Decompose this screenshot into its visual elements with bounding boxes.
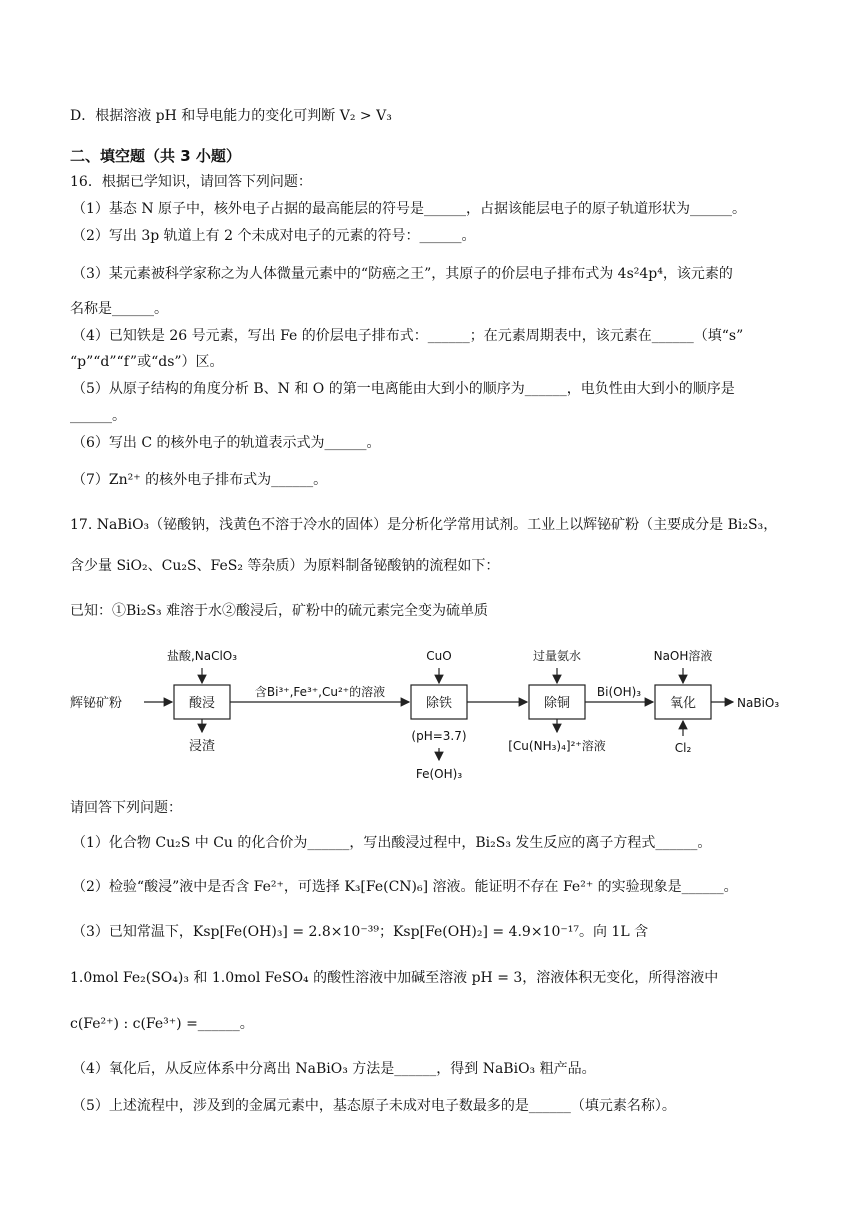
q16-part3b: 名称是______。 [70,301,168,317]
q16-part2: （2）写出 3p 轨道上有 2 个未成对电子的元素的符号：______。 [72,228,476,244]
flow-end: NaBiO₃ [737,696,780,710]
flow-box4-label: 氧化 [669,696,697,711]
flow-box3-reagent: 过量氨水 [532,649,582,663]
q16-part1: （1）基态 N 原子中，核外电子占据的最高能层的符号是______，占据该能层电子的原子轨道形状为______。 [72,201,747,217]
q17-part1: （1）化合物 Cu₂S 中 Cu 的化合价为______，写出酸浸过程中，Bi₂S₃ 发生反应的离子方程式______。 [72,835,712,851]
flow-box4-cl2: Cl₂ [674,741,692,755]
process-flowchart [70,640,790,790]
flow-box2-ph: (pH=3.7) [411,729,467,743]
flow-arrow3-label: Bi(OH)₃ [596,685,642,699]
flow-box1-residue: 浸渣 [188,739,216,754]
q17-known: 已知：①Bi₂S₃ 难溶于水②酸浸后，矿粉中的硫元素完全变为硫单质 [70,603,489,619]
q17-part5: （5）上述流程中，涉及到的金属元素中，基态原子未成对电子数最多的是______（填元素名称）。 [72,1098,676,1114]
q16-part5b: ______。 [70,408,126,424]
flow-box2-label: 除铁 [425,696,453,711]
q16-part4a: （4）已知铁是 26 号元素，写出 Fe 的价层电子排布式：______；在元素周期表中，该元素在______（填“s” [72,328,744,344]
q16-part5a: （5）从原子结构的角度分析 B、N 和 O 的第一电离能由大到小的顺序为______，电负性由大到小的顺序是 [72,381,735,397]
q16-part3a: （3）某元素被科学家称之为人体微量元素中的“防癌之王”，其原子的价层电子排布式为 4s²4p⁴，该元素的 [72,266,733,282]
flow-box1-reagent: 盐酸,NaClO₃ [166,649,238,663]
q17-ask: 请回答下列问题： [70,800,182,816]
q16-part6: （6）写出 C 的核外电子的轨道表示式为______。 [72,435,381,451]
flow-box2-residue: Fe(OH)₃ [415,767,463,781]
q17-part4: （4）氧化后，从反应体系中分离出 NaBiO₃ 方法是______，得到 NaBiO₃ 粗产品。 [72,1061,596,1077]
q17-part3b: 1.0mol Fe₂(SO₄)₃ 和 1.0mol FeSO₄ 的酸性溶液中加碱至溶液 pH = 3，溶液体积无变化，所得溶液中 [70,970,719,986]
q17-part2: （2）检验“酸浸”液中是否含 Fe²⁺，可选择 K₃[Fe(CN)₆] 溶液。能证明不存在 Fe²⁺ 的实验现象是______。 [72,879,738,895]
section-title: 二、填空题（共 3 小题） [70,147,241,165]
q16-part4b: “p”“d”“f”或“ds”）区。 [70,354,224,370]
flow-box2-reagent: CuO [426,649,452,663]
q17-part3c: c(Fe²⁺) : c(Fe³⁺) =______。 [70,1016,254,1032]
q17-stem-a: 17. NaBiO₃（铋酸钠，浅黄色不溶于冷水的固体）是分析化学常用试剂。工业上以辉铋矿粉（主要成分是 Bi₂S₃， [70,517,778,533]
q16-part7: （7）Zn²⁺ 的核外电子排布式为______。 [72,472,328,488]
q17-part3a: （3）已知常温下，Ksp[Fe(OH)₃] = 2.8×10⁻³⁹；Ksp[Fe(OH)₂] = 4.9×10⁻¹⁷。向 1L 含 [72,924,649,940]
flow-box3-label: 除铜 [543,696,571,711]
flow-box4-reagent: NaOH溶液 [653,649,713,663]
flow-box1-label: 酸浸 [188,696,216,711]
q17-stem-b: 含少量 SiO₂、Cu₂S、FeS₂ 等杂质）为原料制备铋酸钠的流程如下： [70,558,500,574]
flow-box3-residue: [Cu(NH₃)₄]²⁺溶液 [508,739,606,753]
option-d: D．根据溶液 pH 和导电能力的变化可判断 V₂ > V₃ [70,108,392,124]
q16-stem: 16．根据已学知识，请回答下列问题： [70,174,312,190]
flow-start: 辉铋矿粉 [70,696,123,711]
flow-arrow1-label: 含Bi³⁺,Fe³⁺,Cu²⁺的溶液 [254,685,386,699]
flowchart-svg [70,640,790,790]
